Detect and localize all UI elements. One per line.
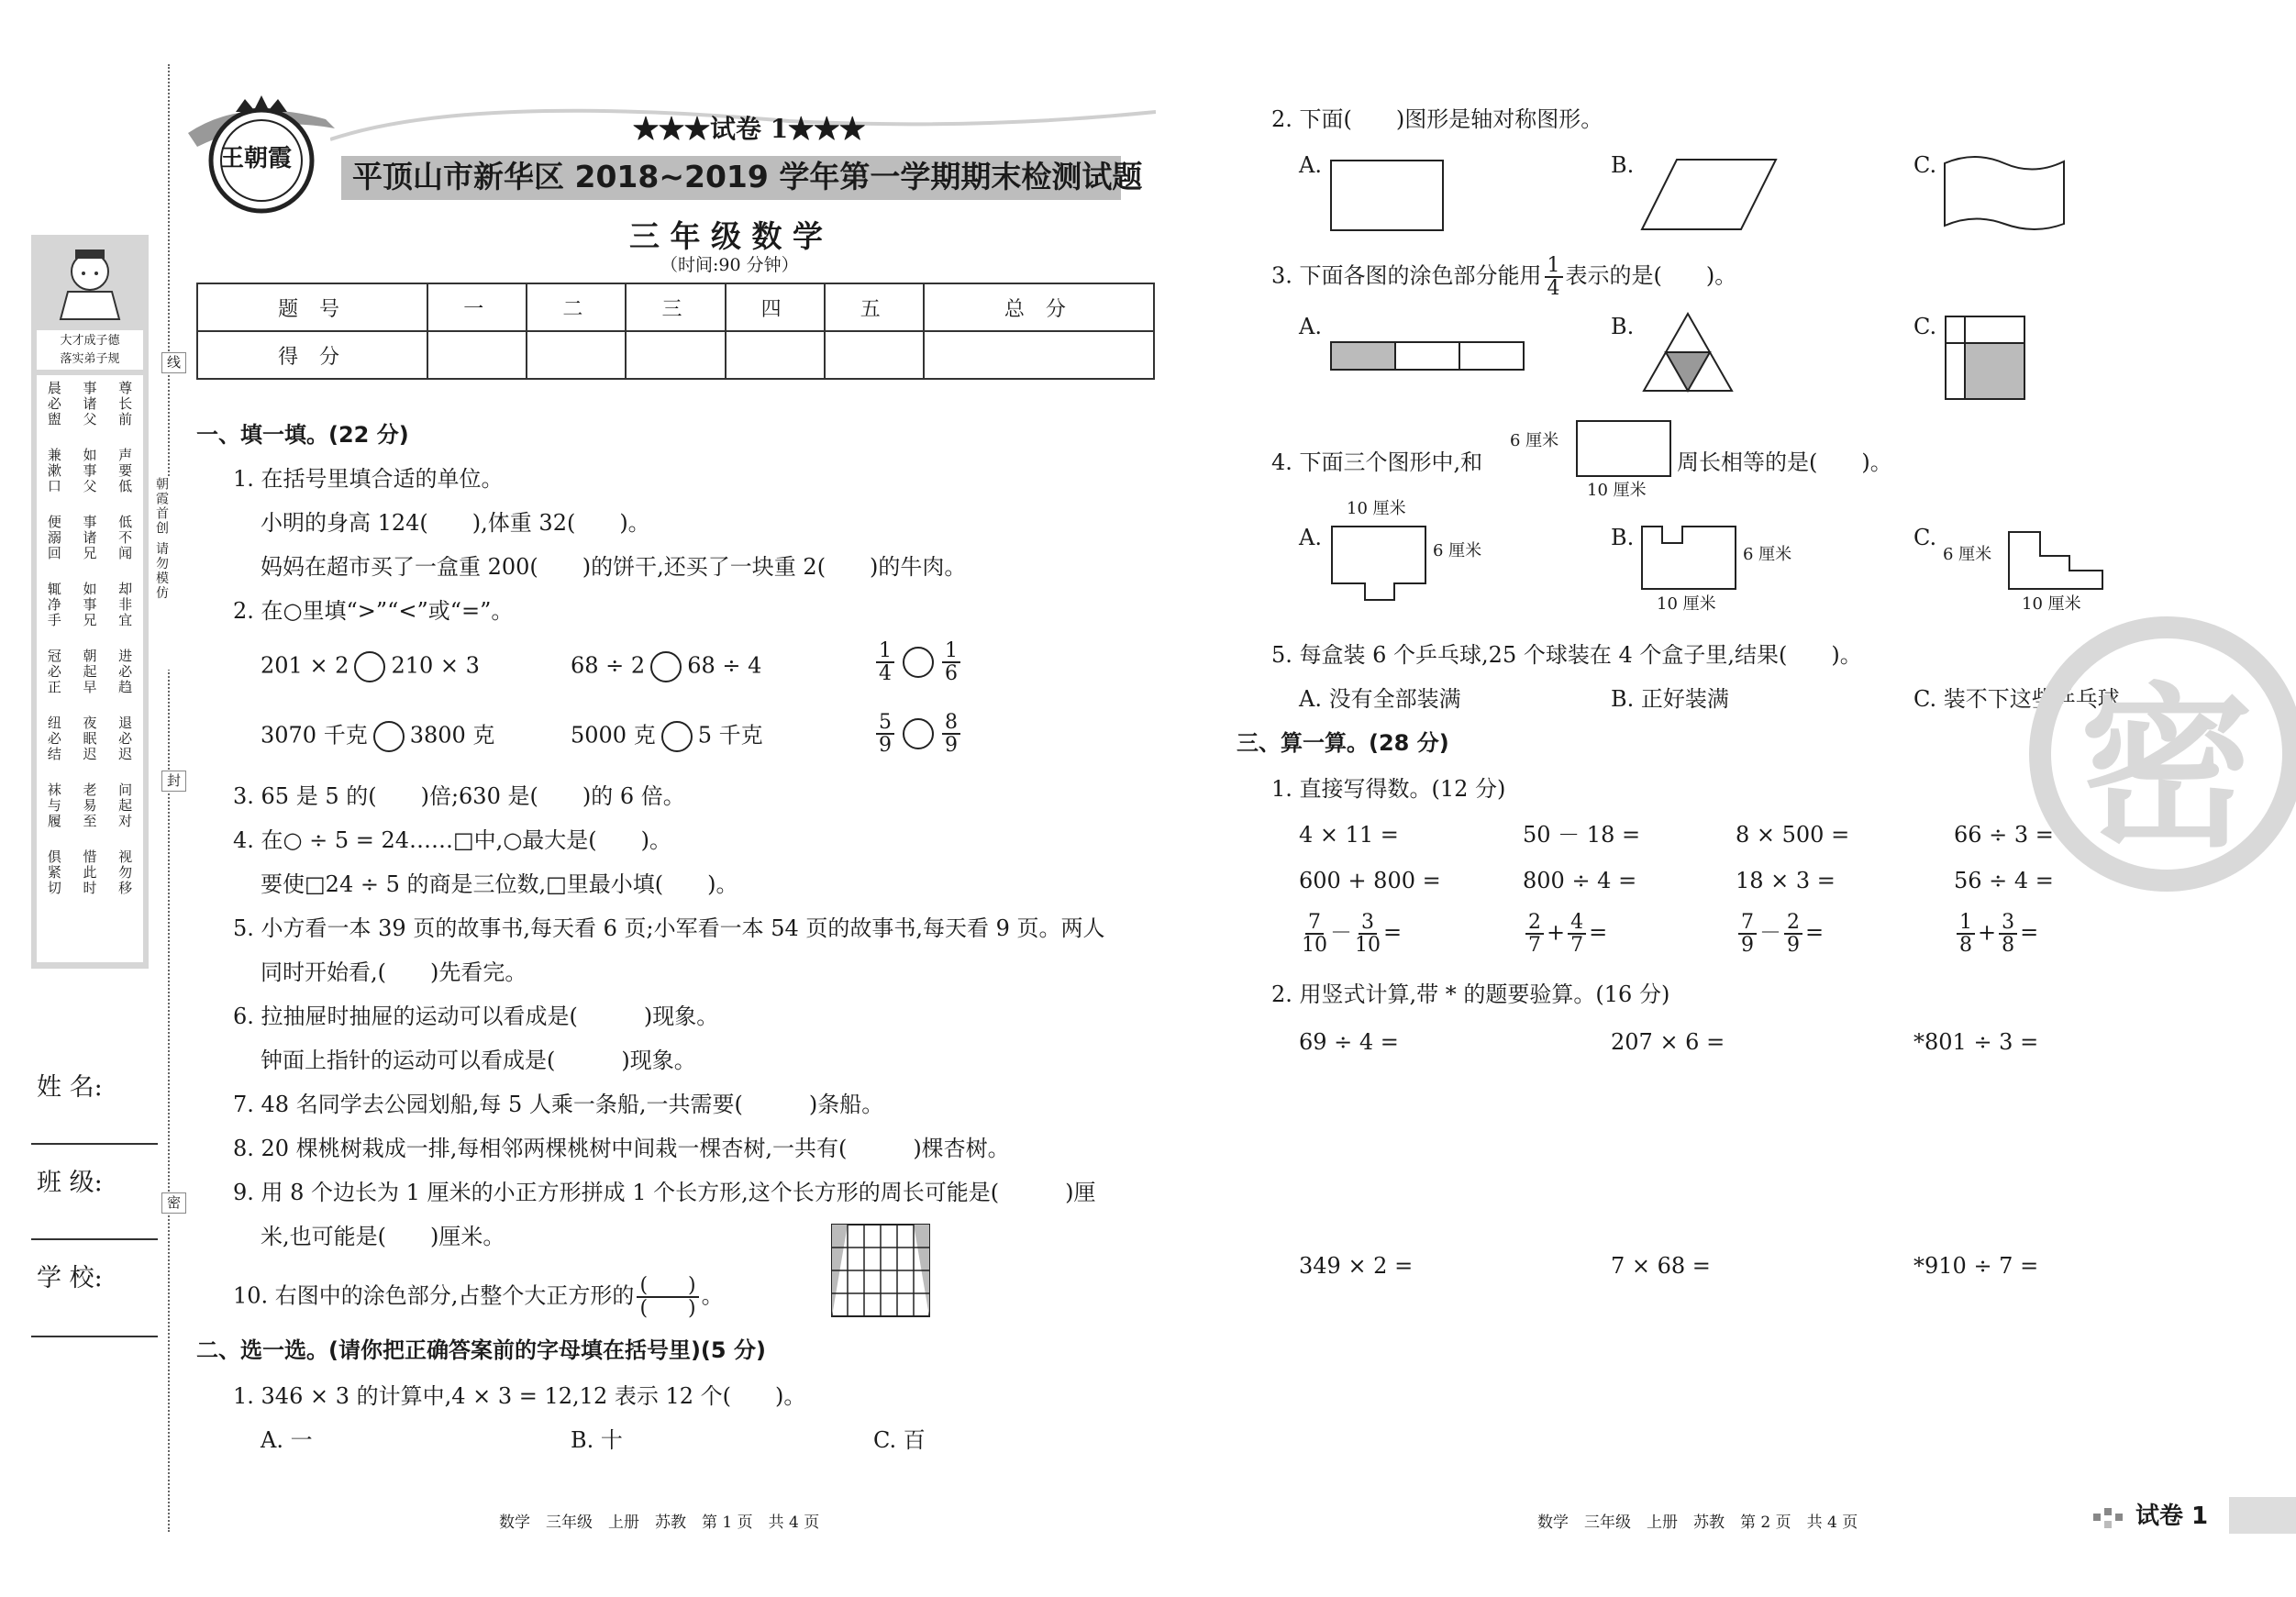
equals: = [1805,919,1825,946]
compare-item-2 [571,651,761,682]
motto-col: 尊长前 [116,381,134,427]
compare-right: 3800 克 [409,722,495,749]
class-label: 班 级: [37,1169,103,1197]
denominator: 9 [1741,934,1754,958]
s2-q5-option-b[interactable]: B. 正好装满 [1611,686,1729,712]
binding-mark-line: 线 [161,352,186,373]
denominator: 8 [1959,934,1972,958]
score-cell[interactable] [924,331,1154,379]
motto-col: 夜眠迟 [81,715,98,762]
denominator: 4 [879,662,892,686]
score-cell[interactable] [825,331,924,379]
exam-title: 平顶山市新华区 2018~2019 学年第一学期期末检测试题 [352,159,1143,194]
s2-q4-option-c[interactable]: C. [1913,525,1937,550]
compare-right: 5 千克 [697,722,763,749]
notched-shape-a [1330,525,1429,602]
motto-col: 纽必结 [45,715,62,762]
s2-q5-stem: 5. 每盒装 6 个乒乓球,25 个球装在 4 个盒子里,结果( )。 [1271,642,1862,668]
footer-page-2: 数学 三年级 上册 苏教 第 2 页 共 4 页 [1537,1514,1858,1532]
wavy-banner-shape [1943,154,2066,233]
binding-line [168,64,170,1532]
motto-head-1: 大才成子德 [60,334,120,348]
option-c-height: 6 厘米 [1943,545,1992,564]
denominator: 8 [2002,934,2015,958]
option-b-width: 10 厘米 [1657,594,1716,614]
motto-col: 老易至 [81,782,98,829]
q4-line2: 要使□24 ÷ 5 的商是三位数,□里最小填( )。 [261,871,738,897]
score-header: 四 [726,283,825,331]
operator: + [1978,919,1997,946]
logo-text: 王朝霞 [220,145,293,172]
compare-circle[interactable] [373,721,405,752]
vertical-calc: *910 ÷ 7 = [1913,1253,2039,1279]
s2-q3-stem [1271,255,1736,299]
q6-line1: 6. 拉抽屉时抽屉的运动可以看成是( )现象。 [233,1004,719,1029]
footer-page-1: 数学 三年级 上册 苏教 第 1 页 共 4 页 [499,1514,820,1532]
denominator: 10 [1355,934,1381,958]
answer-denominator[interactable]: ( ) [639,1297,696,1321]
motto-col: 问起对 [116,782,134,829]
denominator: 9 [1787,934,1800,958]
fraction-calc [1299,912,1402,956]
secret-watermark-stamp: 密 [2029,616,2296,892]
denominator: 6 [945,662,958,686]
compare-circle[interactable] [903,647,934,678]
q9-line1: 9. 用 8 个边长为 1 厘米的小正方形拼成 1 个长方形,这个长方形的周长可能是( )厘 [233,1180,1096,1205]
score-header: 三 [626,283,725,331]
triangle-shaded-figure [1642,312,1734,393]
q1-stem: 1. 在括号里填合适的单位。 [233,466,504,492]
motto-col: 如事父 [81,448,98,494]
score-cell[interactable] [726,331,825,379]
s3-q2-stem: 2. 用竖式计算,带 * 的题要验算。(16 分) [1271,981,1670,1007]
grid-square-figure [831,1224,930,1317]
numerator: 4 [1568,912,1586,935]
s2-q3-text-end: 表示的是( )。 [1565,262,1737,289]
compare-circle[interactable] [650,651,682,682]
section2-title: 二、选一选。(请你把正确答案前的字母填在括号里)(5 分) [196,1337,766,1363]
motto-col: 兼漱口 [45,448,62,494]
s2-q1-option-a[interactable]: A. 一 [261,1427,313,1453]
operator: － [1330,919,1352,946]
q4-line1: 4. 在○ ÷ 5 = 24……□中,○最大是( )。 [233,827,671,853]
calc: 50 － 18 = [1523,822,1641,848]
name-field[interactable] [31,1143,158,1145]
school-field[interactable] [31,1336,158,1337]
option-a-width: 10 厘米 [1347,499,1406,518]
name-label: 姓 名: [37,1073,103,1102]
notched-shape-b [1640,525,1739,591]
vertical-calc: *801 ÷ 3 = [1913,1029,2039,1055]
compare-item-3 [873,640,963,684]
section3-title: 三、算一算。(28 分) [1237,730,1449,756]
q5-line1: 5. 小方看一本 39 页的故事书,每天看 6 页;小军看一本 54 页的故事书,每天看 9 页。两人 [233,915,1105,941]
equals: = [1383,919,1403,946]
s2-q1-stem: 1. 346 × 3 的计算中,4 × 3 = 12,12 表示 12 个( )。 [233,1383,806,1409]
q2-stem: 2. 在○里填“>”“<”或“=”。 [233,598,514,624]
s2-q4-stem-end: 周长相等的是( )。 [1677,449,1892,475]
s2-q4-option-a[interactable]: A. [1299,525,1322,550]
answer-fraction [637,1275,698,1319]
fraction [876,712,894,756]
compare-left: 201 × 2 [261,652,349,679]
vertical-calc: 69 ÷ 4 = [1299,1029,1399,1055]
operator: + [1547,919,1566,946]
motto-panel [31,235,149,969]
binding-mark-secret: 密 [161,1192,186,1214]
q10-stem: 10. 右图中的涂色部分,占整个大正方形的 [233,1282,635,1309]
option-a-height: 6 厘米 [1433,541,1482,560]
option-b-height: 6 厘米 [1743,545,1792,564]
time-limit: （时间:90 分钟） [660,255,799,275]
s3-q1-stem: 1. 直接写得数。(12 分) [1271,776,1506,802]
s2-q5-option-c[interactable]: C. 装不下这些乒乓球 [1913,686,2120,712]
score-cell[interactable] [527,331,626,379]
calc: 600 + 800 = [1299,868,1441,893]
s2-q3-option-c[interactable]: C. [1913,314,1937,339]
numerator: 2 [1784,912,1802,935]
numerator: 3 [1999,912,2017,935]
compare-item-4 [261,721,494,752]
vertical-calc: 7 × 68 = [1611,1253,1711,1279]
calc: 66 ÷ 3 = [1954,822,2054,848]
answer-numerator[interactable]: ( ) [637,1275,698,1298]
calc: 18 × 3 = [1736,868,1836,893]
section1-title: 一、填一填。(22 分) [196,422,409,448]
q3: 3. 65 是 5 的( )倍;630 是( )的 6 倍。 [233,783,685,809]
motto-col: 视勿移 [116,849,134,896]
operator: － [1759,919,1781,946]
s2-q2-option-b[interactable]: B. [1611,152,1635,178]
motto-col: 事诸兄 [81,515,98,561]
calc: 56 ÷ 4 = [1954,868,2054,893]
fraction [942,712,960,756]
motto-col: 退必迟 [116,715,134,762]
compare-item-6 [873,712,963,756]
paper-series: ★★★试卷 1★★★ [633,114,866,144]
equals: = [2020,919,2039,946]
s2-q2-option-c[interactable]: C. [1913,152,1937,178]
motto-col: 便溺回 [45,515,62,561]
numerator: 1 [1957,912,1975,935]
numerator: 1 [1545,255,1563,278]
parallelogram-shape [1640,158,1778,231]
motto-col: 袜与履 [45,782,62,829]
numerator: 2 [1525,912,1544,935]
denominator: 9 [879,734,892,758]
calc: 800 ÷ 4 = [1523,868,1637,893]
denominator: 4 [1547,277,1560,301]
motto-col: 辄净手 [45,582,62,628]
numerator: 7 [1738,912,1757,935]
s2-q5-option-a[interactable]: A. 没有全部装满 [1299,686,1461,712]
score-row-label: 得 分 [197,331,427,379]
compare-circle[interactable] [354,651,385,682]
motto-col: 晨必盥 [45,381,62,427]
motto-body [37,375,143,962]
calc: 4 × 11 = [1299,822,1399,848]
q10 [233,1275,724,1319]
class-field[interactable] [31,1238,158,1240]
footer-tab [2229,1497,2296,1534]
rectangle-shape [1330,160,1444,231]
footer-dots-icon [2093,1504,2130,1532]
s2-q1-option-b[interactable]: B. 十 [571,1427,623,1453]
s2-q4-stem: 4. 下面三个图形中,和 [1271,449,1483,475]
fraction [1545,255,1563,299]
compare-right: 68 ÷ 4 [687,652,762,679]
score-header: 一 [427,283,527,331]
score-table [196,283,1155,380]
q1-line2: 妈妈在超市买了一盒重 200( )的饼干,还买了一块重 2( )的牛肉。 [261,554,967,580]
numerator: 3 [1359,912,1377,935]
binding-mark-seal: 封 [161,771,186,792]
square-shaded-figure [1945,316,2025,400]
motto-col: 进必趋 [116,649,134,695]
numerator: 5 [876,712,894,735]
motto-col: 惜此时 [81,849,98,896]
denominator: 7 [1570,934,1584,958]
s2-q2-option-a[interactable]: A. [1299,152,1322,178]
motto-col: 俱紧切 [45,849,62,896]
fraction [942,640,960,684]
numerator: 1 [876,640,894,663]
calc: 8 × 500 = [1736,822,1850,848]
school-label: 学 校: [37,1264,103,1292]
q1-line1: 小明的身高 124( ),体重 32( )。 [261,510,650,536]
motto-col: 冠必正 [45,649,62,695]
q7: 7. 48 名同学去公园划船,每 5 人乘一条船,一共需要( )条船。 [233,1092,884,1117]
option-c-width: 10 厘米 [2022,594,2081,614]
q6-line2: 钟面上指针的运动可以看成是( )现象。 [261,1048,696,1073]
q10-end: 。 [701,1282,724,1309]
vertical-calc: 349 × 2 = [1299,1253,1414,1279]
score-cell[interactable] [427,331,527,379]
motto-col: 声要低 [116,448,134,494]
compare-right: 210 × 3 [391,652,480,679]
binding-note: 朝霞首创 请勿模仿 [152,477,171,670]
compare-item-1 [261,651,480,682]
score-cell[interactable] [626,331,725,379]
compare-circle[interactable] [661,721,693,752]
fraction [876,640,894,684]
q8: 8. 20 棵桃树栽成一排,每相邻两棵桃树中间栽一棵杏树,一共有( )棵杏树。 [233,1136,1010,1161]
denominator: 7 [1528,934,1541,958]
compare-left: 5000 克 [571,722,656,749]
q9-line2: 米,也可能是( )厘米。 [261,1224,505,1249]
fraction-calc [1523,912,1607,956]
fraction-calc [1736,912,1824,956]
numerator: 1 [942,640,960,663]
motto-col: 事诸父 [81,381,98,427]
s2-q1-option-c[interactable]: C. 百 [873,1427,926,1453]
q5-line2: 同时开始看,( )先看完。 [261,959,527,985]
compare-circle[interactable] [903,718,934,749]
scholar-figure-icon [31,235,149,327]
denominator: 10 [1302,934,1327,958]
ref-rect-width: 10 厘米 [1587,481,1647,500]
denominator: 9 [945,734,958,758]
score-header: 二 [527,283,626,331]
numerator: 8 [942,712,960,735]
s2-q3-option-b[interactable]: B. [1611,314,1635,339]
equals: = [1589,919,1608,946]
motto-col: 如事兄 [81,582,98,628]
stepped-shape-c [2007,530,2104,591]
compare-left: 68 ÷ 2 [571,652,646,679]
s2-q4-option-b[interactable]: B. [1611,525,1635,550]
score-header: 五 [825,283,924,331]
s2-q3-text: 3. 下面各图的涂色部分能用 [1271,262,1542,289]
compare-left: 3070 千克 [261,722,368,749]
s2-q2-stem: 2. 下面( )图形是轴对称图形。 [1271,106,1603,132]
s2-q3-option-a[interactable]: A. [1299,314,1322,339]
motto-col: 低不闻 [116,515,134,561]
fraction-calc [1954,912,2038,956]
strip-shaded-figure [1330,341,1525,371]
ref-rect-height: 6 厘米 [1510,431,1559,450]
vertical-calc: 207 × 6 = [1611,1029,1725,1055]
motto-col: 却非宜 [116,582,134,628]
score-header: 题 号 [197,283,427,331]
subject-title: 三 年 级 数 学 [629,218,823,254]
footer-paper-tag: 试卷 1 [2135,1503,2209,1530]
motto-head-2: 落实弟子规 [60,351,120,366]
reference-rectangle [1576,420,1671,477]
motto-col: 朝起早 [81,649,98,695]
score-header: 总 分 [924,283,1154,331]
numerator: 7 [1305,912,1324,935]
compare-item-5 [571,721,763,752]
